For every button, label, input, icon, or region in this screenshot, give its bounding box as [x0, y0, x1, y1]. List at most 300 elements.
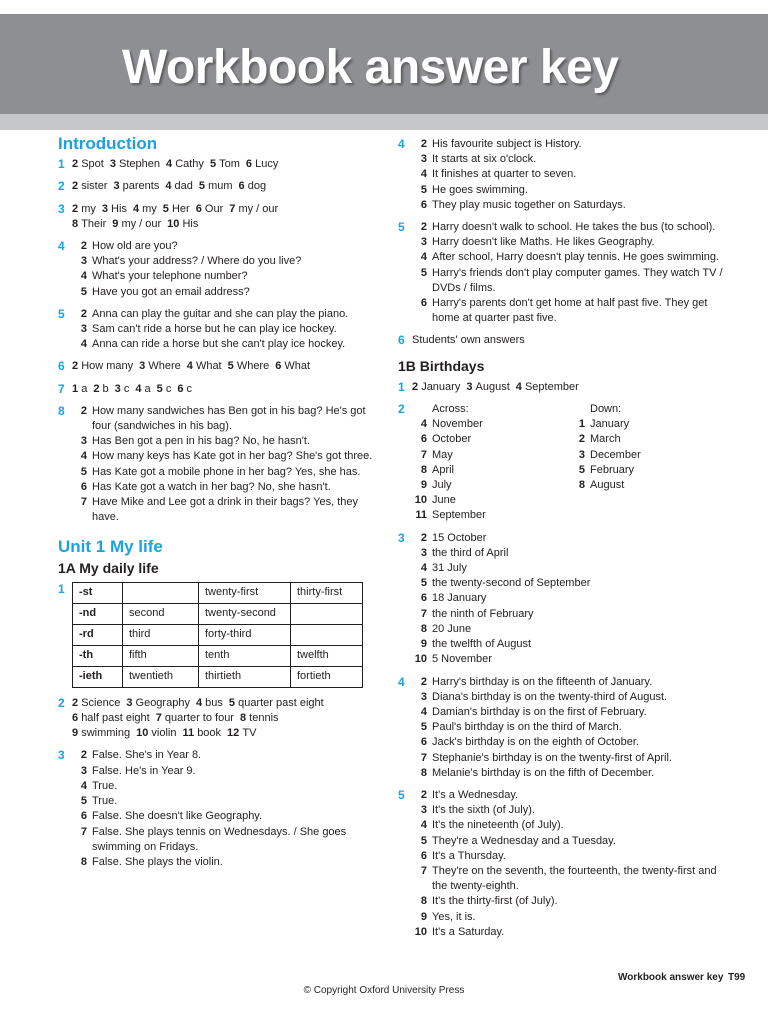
exercise — [398, 380, 728, 395]
item-number: 9 — [72, 727, 79, 740]
answer-line — [412, 834, 728, 849]
item-number: 4 — [420, 562, 427, 575]
header-underband — [0, 114, 768, 130]
item-number: 4 — [132, 202, 140, 215]
item-number: 6 — [420, 849, 427, 862]
answer-line — [412, 266, 728, 296]
item-number: 8 — [80, 855, 87, 868]
table-cell: twentieth — [123, 666, 199, 687]
item-number: 6 — [245, 158, 253, 171]
exercise — [58, 179, 378, 194]
item-answer: mum — [208, 180, 233, 193]
item-number: 5 — [420, 577, 427, 590]
item-answer: January — [421, 380, 461, 393]
item-number: 4 — [420, 168, 427, 181]
table-cell: fortieth — [291, 666, 363, 687]
answer-line — [72, 239, 378, 254]
exercise-number: 6 — [58, 359, 65, 374]
answer-line — [412, 925, 728, 940]
exercise-number: 5 — [398, 787, 405, 802]
table-cell: thirty-first — [291, 582, 363, 603]
table-cell: -rd — [73, 624, 123, 645]
item-answer: Lucy — [255, 158, 279, 171]
answer-line — [72, 337, 378, 352]
item-number: 2 — [93, 382, 100, 395]
item-number: 12 — [227, 727, 240, 740]
table-cell: twenty-first — [199, 582, 291, 603]
item-number: 2 — [72, 202, 79, 215]
table-cell: -nd — [73, 603, 123, 624]
exercise-number: 1 — [398, 379, 405, 394]
item-number: 11 — [182, 727, 195, 740]
answer-line — [412, 766, 728, 781]
item-number: 2 — [72, 180, 79, 193]
item-answer: It's the sixth (of July). — [432, 804, 535, 817]
item-number: 9 — [420, 910, 427, 923]
exercise — [58, 582, 378, 688]
item-number: 5 — [156, 382, 163, 395]
answer-text: Students' own answers — [412, 334, 525, 347]
exercise-number: 4 — [398, 137, 405, 151]
answer-line — [412, 720, 728, 735]
answer-line — [72, 696, 378, 711]
item-number: 8 — [420, 463, 427, 476]
item-answer: the twenty-second of September — [432, 577, 591, 590]
item-number: 6 — [420, 736, 427, 749]
item-answer: Their — [81, 217, 107, 230]
item-answer: They're on the seventh, the fourteenth, the twenty-first and the twenty-eighth. — [432, 864, 717, 893]
answer-line — [72, 254, 378, 269]
item-answer: quarter past eight — [238, 696, 324, 709]
item-answer: False. She plays the violin. — [92, 855, 223, 868]
table-cell — [291, 603, 363, 624]
exercise-number: 3 — [58, 201, 65, 216]
item-answer: How old are you? — [92, 240, 178, 253]
table-cell: third — [123, 624, 199, 645]
item-answer: tennis — [249, 712, 279, 725]
item-answer: False. She doesn't like Geography. — [92, 810, 263, 823]
item-number: 5 — [420, 266, 427, 279]
item-answer: October — [432, 433, 472, 446]
item-answer: 18 January — [432, 592, 487, 605]
item-answer: 20 June — [432, 622, 472, 635]
item-answer: sister — [81, 180, 108, 193]
exercise-number: 2 — [58, 179, 65, 194]
item-answer: They're a Wednesday and a Tuesday. — [432, 834, 616, 847]
item-number: 6 — [80, 480, 87, 493]
item-number: 6 — [80, 810, 87, 823]
item-number: 5 — [227, 360, 234, 373]
unit1a-exercises-left — [58, 582, 378, 870]
answer-line — [412, 493, 570, 508]
item-answer: half past eight — [81, 712, 150, 725]
item-answer: Yes, it is. — [432, 910, 476, 923]
item-answer: Has Kate got a mobile phone in her bag? Yes, she has. — [92, 465, 361, 478]
answer-line — [412, 894, 728, 909]
answer-line — [412, 803, 728, 818]
item-answer: violin — [151, 727, 177, 740]
answer-line — [412, 818, 728, 833]
item-answer: It's the thirty-first (of July). — [432, 895, 558, 908]
item-answer: Harry's friends don't play computer games. They watch TV / DVDs / films. — [432, 266, 723, 294]
across-column — [412, 402, 570, 524]
item-answer: Paul's birthday is on the third of March. — [432, 721, 622, 734]
item-answer: Has Kate got a watch in her bag? No, she hasn't. — [92, 480, 331, 493]
item-number: 2 — [80, 749, 87, 762]
item-answer: my — [142, 202, 157, 215]
table-row — [73, 666, 363, 687]
exercise — [58, 239, 378, 300]
answer-line — [412, 705, 728, 720]
answer-line — [570, 478, 728, 493]
item-answer: Have you got an email address? — [92, 285, 250, 298]
exercise — [398, 531, 728, 668]
item-answer: Geography — [135, 696, 190, 709]
answer-line — [72, 495, 378, 525]
item-answer: True. — [92, 779, 118, 792]
item-number: 6 — [420, 433, 427, 446]
table-cell: -st — [73, 582, 123, 603]
answer-line — [72, 825, 378, 855]
item-answer: His — [111, 202, 127, 215]
item-number: 2 — [578, 433, 585, 446]
item-number: 4 — [420, 418, 427, 431]
item-number: 6 — [420, 297, 427, 310]
item-answer: c — [186, 382, 192, 395]
exercise-number: 4 — [398, 674, 405, 689]
item-number: 6 — [420, 592, 427, 605]
answer-line — [412, 675, 728, 690]
item-answer: book — [197, 727, 222, 740]
item-answer: It's a Saturday. — [432, 925, 505, 938]
item-number: 7 — [80, 496, 87, 509]
item-number: 7 — [229, 202, 236, 215]
table-cell: twelfth — [291, 645, 363, 666]
item-answer: Anna can play the guitar and she can play the piano. — [92, 307, 349, 320]
item-answer: How many keys has Kate got in her bag? She's got three. — [92, 450, 373, 463]
answer-line — [412, 137, 728, 152]
exercise-number: 2 — [58, 695, 65, 710]
item-number: 4 — [420, 251, 427, 264]
answer-line — [412, 690, 728, 705]
item-number: 10 — [414, 925, 427, 938]
item-number: 4 — [420, 705, 427, 718]
item-answer: What — [284, 360, 311, 373]
answer-line — [72, 202, 378, 217]
exercise-number: 1 — [58, 581, 65, 596]
item-number: 4 — [195, 696, 203, 709]
item-number: 7 — [420, 607, 427, 620]
answer-line — [72, 382, 378, 397]
exercise-number: 5 — [58, 306, 65, 321]
item-answer: Jack's birthday is on the eighth of October. — [432, 736, 639, 749]
answer-line — [412, 463, 570, 478]
exercise — [398, 137, 728, 213]
item-answer: bus — [205, 696, 223, 709]
spacer — [570, 402, 585, 417]
item-number: 3 — [420, 546, 427, 559]
table-row — [73, 645, 363, 666]
item-number: 3 — [420, 690, 427, 703]
item-number: 3 — [80, 323, 87, 336]
answer-line — [412, 250, 728, 265]
copyright-notice: © Copyright Oxford University Press — [303, 985, 465, 996]
across-heading: Across: — [432, 403, 469, 416]
item-answer: 15 October — [432, 531, 487, 544]
item-answer: March — [590, 433, 621, 446]
item-answer: How many — [81, 360, 134, 373]
answer-line — [72, 179, 378, 194]
item-answer: my / our — [121, 217, 162, 230]
item-answer: It starts at six o'clock. — [432, 153, 537, 166]
item-answer: They play music together on Saturdays. — [432, 198, 626, 211]
answer-line — [412, 788, 728, 803]
item-answer: January — [590, 418, 630, 431]
unit1a-exercises-right — [398, 137, 728, 349]
ordinal-table — [72, 582, 363, 688]
item-answer: August — [475, 380, 510, 393]
item-number: 3 — [466, 380, 473, 393]
item-number: 10 — [414, 653, 427, 666]
item-answer: c — [165, 382, 172, 395]
item-number: 5 — [228, 696, 236, 709]
item-number: 2 — [72, 360, 79, 373]
item-answer: Stephen — [119, 158, 160, 171]
spacer — [412, 402, 427, 417]
page-header — [0, 14, 768, 130]
answer-line — [412, 380, 728, 395]
answer-line — [72, 359, 378, 374]
item-answer: Cathy — [175, 158, 204, 171]
item-number: 3 — [420, 236, 427, 249]
item-number: 4 — [420, 819, 427, 832]
answer-line — [72, 480, 378, 495]
item-number: 5 — [420, 183, 427, 196]
item-answer: May — [432, 448, 453, 461]
table-cell: second — [123, 603, 199, 624]
table-row — [73, 582, 363, 603]
answer-line — [72, 157, 378, 172]
exercise — [58, 404, 378, 526]
item-number: 5 — [420, 721, 427, 734]
item-number: 9 — [420, 638, 427, 651]
item-answer: Where — [236, 360, 270, 373]
table-cell: tenth — [199, 645, 291, 666]
item-number: 8 — [420, 766, 427, 779]
unit1b-exercises — [398, 380, 728, 940]
item-number: 2 — [72, 158, 79, 171]
item-number: 3 — [101, 202, 108, 215]
item-answer: dad — [174, 180, 193, 193]
answer-line — [412, 167, 728, 182]
exercise-number: 1 — [58, 157, 65, 172]
answer-line — [570, 417, 728, 432]
exercise — [58, 307, 378, 353]
item-answer: November — [432, 418, 483, 431]
item-answer: 5 November — [432, 653, 492, 666]
item-number: 3 — [139, 360, 146, 373]
item-answer: parents — [122, 180, 160, 193]
item-number: 5 — [80, 465, 87, 478]
item-number: 1 — [578, 418, 585, 431]
answer-line — [72, 809, 378, 824]
item-number: 11 — [415, 509, 427, 522]
table-cell: twenty-second — [199, 603, 291, 624]
item-answer: Her — [171, 202, 190, 215]
item-number: 1 — [72, 382, 79, 395]
item-answer: Harry doesn't like Maths. He likes Geography. — [432, 236, 655, 249]
item-number: 4 — [80, 779, 87, 792]
answer-line — [412, 576, 728, 591]
table-cell: fifth — [123, 645, 199, 666]
exercise-number: 5 — [398, 220, 405, 235]
answer-line — [72, 465, 378, 480]
right-column — [398, 137, 728, 947]
table-row — [73, 603, 363, 624]
item-answer: b — [102, 382, 109, 395]
item-answer: quarter to four — [164, 712, 234, 725]
item-number: 7 — [420, 864, 427, 877]
item-number: 4 — [80, 270, 87, 283]
down-column — [570, 402, 728, 524]
item-number: 6 — [72, 712, 79, 725]
item-answer: the twelfth of August — [432, 638, 532, 651]
answer-line — [72, 322, 378, 337]
answer-line — [72, 779, 378, 794]
table-cell — [291, 624, 363, 645]
item-answer: August — [590, 479, 625, 492]
item-number: 3 — [113, 180, 120, 193]
answer-line — [412, 235, 728, 250]
exercise — [58, 359, 378, 374]
item-number: 8 — [72, 217, 79, 230]
item-number: 5 — [420, 834, 427, 847]
answer-line — [72, 711, 378, 726]
item-number: 3 — [109, 158, 116, 171]
item-number: 3 — [578, 448, 585, 461]
item-number: 7 — [80, 825, 87, 838]
item-number: 8 — [420, 622, 427, 635]
item-answer: July — [432, 479, 452, 492]
item-number: 6 — [275, 360, 282, 373]
answer-line — [412, 417, 570, 432]
down-heading: Down: — [590, 403, 622, 416]
item-number: 10 — [136, 727, 149, 740]
item-number: 4 — [80, 338, 87, 351]
item-answer: His favourite subject is History. — [432, 138, 582, 150]
item-number: 2 — [420, 221, 427, 234]
item-number: 4 — [515, 380, 522, 393]
item-number: 2 — [80, 404, 87, 417]
item-number: 2 — [420, 675, 427, 688]
answer-line — [72, 794, 378, 809]
item-number: 4 — [165, 180, 172, 193]
item-number: 6 — [238, 180, 245, 193]
item-answer: It's the nineteenth (of July). — [432, 819, 564, 832]
answer-line — [412, 508, 570, 523]
answer-line — [72, 449, 378, 464]
item-answer: the ninth of February — [432, 607, 534, 620]
crossword-answers — [412, 402, 728, 524]
answer-line — [412, 864, 728, 894]
item-answer: He goes swimming. — [432, 183, 528, 196]
answer-line — [72, 434, 378, 449]
page-title: Workbook answer key — [122, 41, 619, 94]
item-number: 10 — [167, 217, 180, 230]
exercise — [58, 157, 378, 172]
item-answer: False. He's in Year 9. — [92, 764, 196, 777]
answer-line — [412, 735, 728, 750]
item-answer: Spot — [81, 158, 104, 171]
answer-line — [412, 296, 728, 326]
answer-line — [412, 910, 728, 925]
table-cell: forty-third — [199, 624, 291, 645]
exercise-number: 6 — [398, 333, 405, 348]
answer-line — [570, 432, 728, 447]
answer-line — [72, 285, 378, 300]
answer-line — [412, 849, 728, 864]
exercise — [58, 696, 378, 742]
item-number: 5 — [578, 463, 585, 476]
item-number: 3 — [126, 696, 133, 709]
answer-line — [412, 478, 570, 493]
item-answer: Melanie's birthday is on the fifth of December. — [432, 766, 655, 779]
answer-line — [570, 463, 728, 478]
item-number: 5 — [80, 285, 87, 298]
item-number: 3 — [420, 804, 427, 817]
item-number: 5 — [198, 180, 206, 193]
item-answer: Stephanie's birthday is on the twenty-first of April. — [432, 751, 672, 764]
item-answer: Anna can ride a horse but she can't play ice hockey. — [92, 338, 346, 351]
item-answer: It's a Wednesday. — [432, 788, 519, 801]
item-answer: Has Ben got a pen in his bag? No, he hasn't. — [92, 435, 310, 448]
item-answer: True. — [92, 795, 118, 808]
item-answer: June — [432, 494, 456, 507]
item-answer: dog — [247, 180, 267, 193]
item-answer: September — [524, 380, 579, 393]
down-label — [570, 402, 728, 417]
answer-line — [72, 726, 378, 741]
table-cell: -th — [73, 645, 123, 666]
table-row — [73, 624, 363, 645]
item-number: 2 — [420, 788, 427, 801]
section-heading-unit1: Unit 1 My life — [58, 537, 163, 557]
exercise — [58, 748, 378, 870]
answer-line — [412, 432, 570, 447]
item-number: 4 — [135, 382, 142, 395]
item-answer: What's your address? / Where do you live? — [92, 255, 302, 268]
exercise-number: 2 — [398, 402, 405, 417]
item-number: 2 — [72, 696, 79, 709]
item-answer: Where — [148, 360, 181, 373]
exercise-number: 3 — [58, 748, 65, 763]
item-answer: How many sandwiches has Ben got in his bag? He's got four (sandwiches in his bag). — [92, 404, 366, 433]
item-answer: a — [81, 382, 88, 395]
item-answer: February — [590, 463, 635, 476]
item-number: 8 — [420, 895, 427, 908]
exercise — [58, 382, 378, 397]
introduction-exercises — [58, 157, 378, 525]
item-number: 6 — [195, 202, 202, 215]
subsection-heading-1b: 1B Birthdays — [398, 357, 485, 374]
item-answer: c — [123, 382, 130, 395]
item-answer: His — [182, 217, 199, 230]
item-number: 2 — [80, 240, 87, 253]
item-number: 9 — [420, 479, 427, 492]
answer-line — [412, 448, 570, 463]
item-answer: False. She's in Year 8. — [92, 749, 202, 762]
answer-line — [72, 855, 378, 870]
